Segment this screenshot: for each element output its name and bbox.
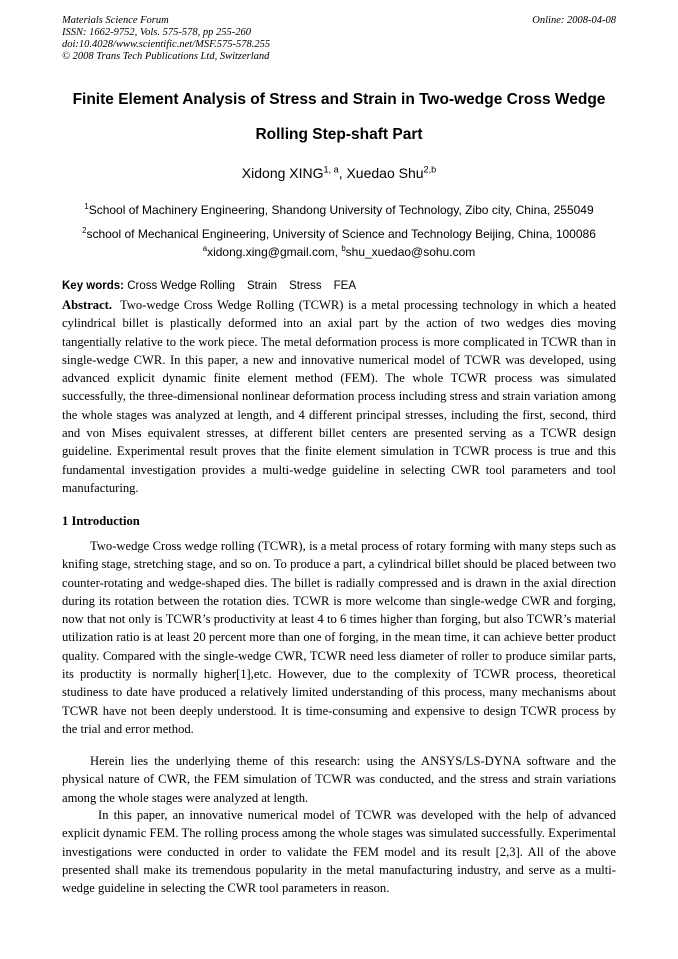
affiliation-1 xyxy=(30,203,648,217)
keyword: Cross Wedge Rolling xyxy=(127,280,236,292)
intro-paragraph-2: Herein lies the underlying theme of this research: using the ANSYS/LS-DYNA software and the physical nature of CWR, the FEM simulation of TCWR was conducted, and the stress and strain variations among the whole stages were analyzed at length. xyxy=(62,754,616,805)
journal-copyright: © 2008 Trans Tech Publications Ltd, Switzerland xyxy=(62,51,270,62)
journal-header xyxy=(62,15,616,63)
author-emails xyxy=(30,245,648,259)
email-a-sup: a xyxy=(202,244,208,253)
author-1: Xidong XING xyxy=(241,165,324,181)
author-1-sup: 1, a xyxy=(323,164,339,175)
section-heading: 1 Introduction xyxy=(62,514,140,528)
keyword: Strain xyxy=(247,280,278,292)
journal-name: Materials Science Forum xyxy=(62,15,169,26)
online-date: Online: 2008-04-08 xyxy=(532,15,616,26)
author-line xyxy=(40,165,638,181)
author-2: Xuedao Shu xyxy=(346,165,424,181)
intro-paragraph-3: In this paper, an innovative numerical model of TCWR was developed with the help of advanced explicit dynamic FEM. The rolling process among the whole stages was simulated successfully. Experimental investigations were conducted in order to validate the FEM model and its result [2,3]. All of the above presented shall make its tremendous popularity in the metal manufacturing industry, and serve as a multi-wedge guideline in selecting the CWR tool parameters in reason. xyxy=(62,808,616,896)
affiliation-1-text: School of Machinery Engineering, Shandong University of Technology, Zibo city, China, 255049 xyxy=(88,203,594,217)
author-2-sup: 2,b xyxy=(423,164,437,175)
keyword: FEA xyxy=(333,280,357,292)
keywords xyxy=(62,280,616,292)
author-separator: , xyxy=(338,165,347,181)
intro-paragraph-1: Two-wedge Cross wedge rolling (TCWR), is a metal process of rotary forming with many steps such as knifing stage, stretching stage, and so on. To produce a part, a cylindrical billet should be placed between two counter-rotating and wedge-shaped dies. The billet is radially compressed and is drawn in the axial direction during its rotation between the rotation dies. TCWR is more welcome than single-wedge CWR and forging, now that not only is TCWR’s productivity at least 4 to 6 times higher than forging, but also TCWR’s material utilization ratio is at least 20 percent more than one of forging, in the mean time, it can achieve better product quality. Compared with the single-wedge CWR, TCWR need less diameter of roller to produce similar parts, its productity is normally higher[1],etc. However, due to the complexity of TCWR process, theoretical studiness to date have produced a relatively limited understanding of this process, many mechanisms about TCWR have not been deeply understood. It is time-consuming and expensive to design TCWR process by the trial and error method. xyxy=(62,539,616,736)
affiliation-2-sup: 2 xyxy=(82,226,87,235)
journal-doi: doi:10.4028/www.scientific.net/MSF.575-578.255 xyxy=(62,39,271,50)
affiliation-1-sup: 1 xyxy=(84,202,89,211)
affiliation-2-text: school of Mechanical Engineering, University of Science and Technology Beijing, China, 100086 xyxy=(86,227,596,241)
abstract xyxy=(62,296,616,497)
keywords-label: Key words: xyxy=(62,280,124,292)
email-b-sup: b xyxy=(341,244,346,253)
affiliation-2 xyxy=(30,227,648,241)
keyword: Stress xyxy=(289,280,322,292)
journal-issn: ISSN: 1662-9752, Vols. 575-578, pp 255-260 xyxy=(62,27,251,38)
paper-title-line-1: Finite Element Analysis of Stress and Strain in Two-wedge Cross Wedge xyxy=(72,91,606,108)
abstract-label: Abstract. xyxy=(62,298,113,312)
abstract-text: Two-wedge Cross Wedge Rolling (TCWR) is a metal processing technology in which a heated cylindrical billet is plastically deformed into an axial part by the action of two wedges dies moving tangentially relative to the work piece. The metal deformation process is more complicated in TCWR than in single-wedge CWR. In this paper, a new and innovative numerical model of TCWR was developed, using advanced explicit dynamic finite element method (FEM). The whole TCWR process was simulated successfully, the three-dimensional nonlinear deformation process including stress and strain variation among the whole stages was analyzed at length, and 4 different principal stresses, including the first, second, third and von Mises equivalent stresses, at different billet centers are presented serving as a TCWR design guideline. Experimental result proves that the finite element simulation in TCWR process is true and this fundamental investigation provides a multi-wedge guideline in selecting CWR tool parameters and tool manufacturing. xyxy=(62,298,616,495)
email-a: xidong.xing@gmail.com, xyxy=(207,245,342,259)
email-b: shu_xuedao@sohu.com xyxy=(345,245,476,259)
paper-title-line-2: Rolling Step-shaft Part xyxy=(255,126,423,143)
